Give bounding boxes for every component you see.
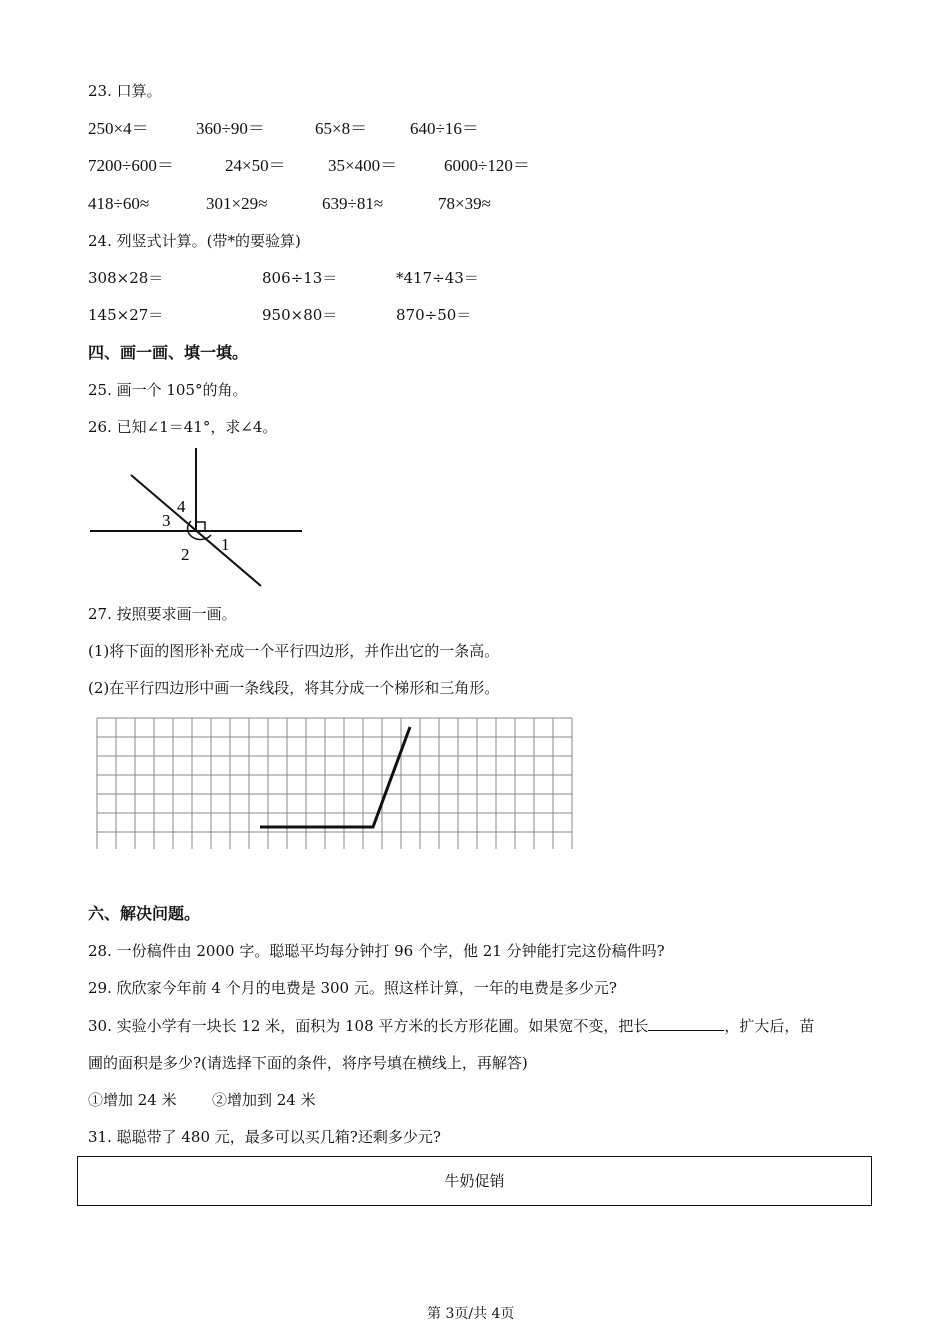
- q24-expr: 308×28＝: [88, 269, 164, 287]
- q23-expr: 360÷90＝: [196, 119, 265, 138]
- milk-promo-box: [77, 1156, 872, 1206]
- angle-figure: [85, 445, 310, 590]
- grid-lines: [97, 718, 572, 849]
- q27-text: 27. 按照要求画一画。: [88, 605, 237, 623]
- q24-expr: *417÷43＝: [396, 269, 479, 287]
- q23-expr: 35×400＝: [328, 156, 398, 175]
- q23-expr: 301×29≈: [206, 194, 268, 213]
- q23-expr: 418÷60≈: [88, 194, 150, 213]
- q24-expr: 950×80＝: [262, 306, 338, 324]
- angle-label-1: 1: [221, 535, 230, 554]
- q23-expr: 250×4＝: [88, 119, 149, 138]
- q29-text: 29. 欣欣家今年前 4 个月的电费是 300 元。照这样计算，一年的电费是多少元?: [88, 979, 617, 997]
- angle-label-2: 2: [181, 545, 190, 564]
- q31-text: 31. 聪聪带了 480 元，最多可以买几箱?还剩多少元?: [88, 1128, 441, 1146]
- q28-text: 28. 一份稿件由 2000 字。聪聪平均每分钟打 96 个字，他 21 分钟能打完这份稿件吗?: [88, 942, 665, 960]
- q23-expr: 78×39≈: [438, 194, 491, 213]
- q23-expr: 65×8＝: [315, 119, 368, 138]
- q30-option1: ①增加 24 米: [88, 1091, 177, 1109]
- q24-expr: 145×27＝: [88, 306, 164, 324]
- q30-option2: ②增加到 24 米: [212, 1091, 316, 1109]
- milk-promo-title: 牛奶促销: [444, 1172, 505, 1190]
- section-heading: 六、解决问题。: [88, 904, 201, 923]
- given-shape: [260, 727, 410, 827]
- q23-expr: 7200÷600＝: [88, 156, 174, 175]
- angle-label-4: 4: [177, 497, 186, 516]
- q24-expr: 870÷50＝: [396, 306, 472, 324]
- q24-title: 24. 列竖式计算。(带*的要验算): [88, 232, 301, 250]
- page-footer: 第 3页/共 4页: [427, 1306, 515, 1322]
- q23-expr: 639÷81≈: [322, 194, 384, 213]
- q27-part1: (1)将下面的图形补充成一个平行四边形，并作出它的一条高。: [88, 642, 500, 660]
- q24-expr: 806÷13＝: [262, 269, 338, 287]
- q23-expr: 640÷16＝: [410, 119, 479, 138]
- right-angle-mark: [196, 522, 205, 531]
- angle-label-3: 3: [162, 511, 171, 530]
- q30-text-before: 30. 实验小学有一块长 12 米，面积为 108 平方米的长方形花圃。如果宽不变，把长: [88, 1017, 649, 1035]
- q25-text: 25. 画一个 105°的角。: [88, 381, 248, 399]
- q26-text: 26. 已知∠1＝41°，求∠4。: [88, 418, 278, 436]
- answer-blank[interactable]: [648, 1016, 724, 1031]
- section-heading: 四、画一画、填一填。: [88, 343, 249, 362]
- drawing-grid[interactable]: [96, 717, 596, 849]
- q27-part2: (2)在平行四边形中画一条线段，将其分成一个梯形和三角形。: [88, 679, 500, 697]
- q23-expr: 6000÷120＝: [444, 156, 530, 175]
- q23-title: 23. 口算。: [88, 82, 162, 100]
- q30-line1: [88, 1016, 814, 1036]
- q23-expr: 24×50＝: [225, 156, 286, 175]
- q30-line2: 圃的面积是多少?(请选择下面的条件，将序号填在横线上，再解答): [88, 1054, 528, 1072]
- q30-text-after: ，扩大后，苗: [724, 1017, 815, 1035]
